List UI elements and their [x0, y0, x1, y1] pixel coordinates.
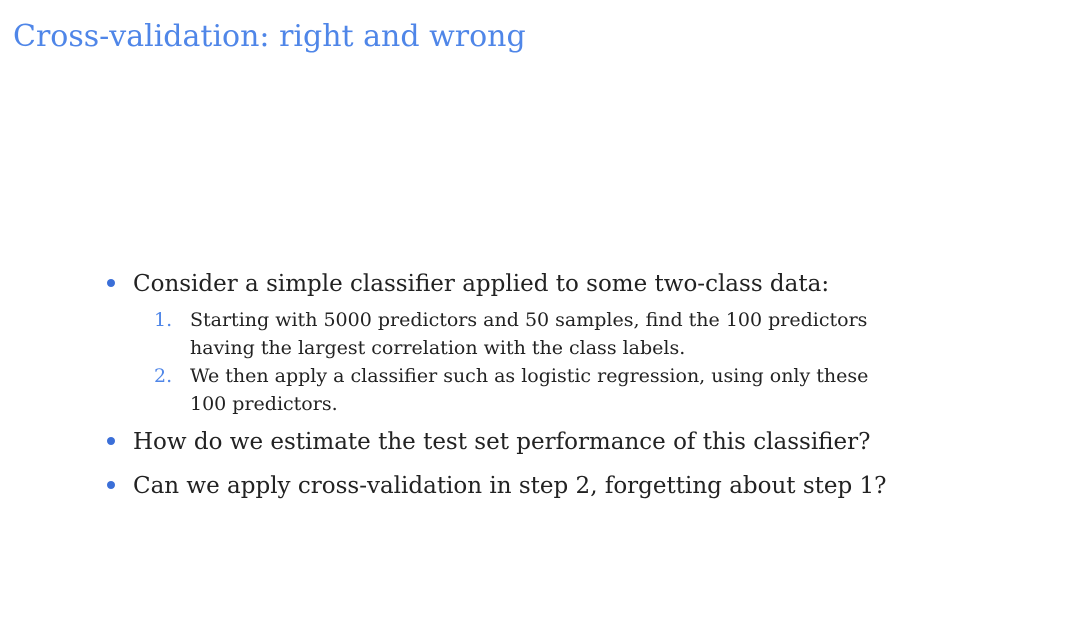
list-item	[102, 306, 990, 362]
numbered-list	[102, 306, 1002, 418]
list-number: 1.	[154, 309, 173, 331]
bullet-item	[102, 266, 1002, 302]
bullet-item	[102, 468, 1002, 504]
bullet-item	[102, 424, 1002, 460]
list-item-line: 100 predictors.	[190, 393, 338, 415]
bullet-icon	[107, 437, 115, 445]
bullet-text: How do we estimate the test set performance of this classifier?	[133, 429, 871, 455]
slide-title: Cross-validation: right and wrong	[13, 19, 526, 54]
list-item	[102, 362, 990, 418]
bullet-icon	[107, 481, 115, 489]
list-item-line: Starting with 5000 predictors and 50 samples, find the 100 predictors	[190, 309, 868, 331]
list-item-line: having the largest correlation with the class labels.	[190, 337, 686, 359]
list-item-line: We then apply a classifier such as logistic regression, using only these	[190, 365, 869, 387]
bullet-icon	[107, 279, 115, 287]
bullet-text: Can we apply cross-validation in step 2, forgetting about step 1?	[133, 473, 887, 499]
bullet-text: Consider a simple classifier applied to some two-class data:	[133, 271, 830, 297]
list-number: 2.	[154, 365, 173, 387]
slide-content	[102, 266, 1002, 504]
